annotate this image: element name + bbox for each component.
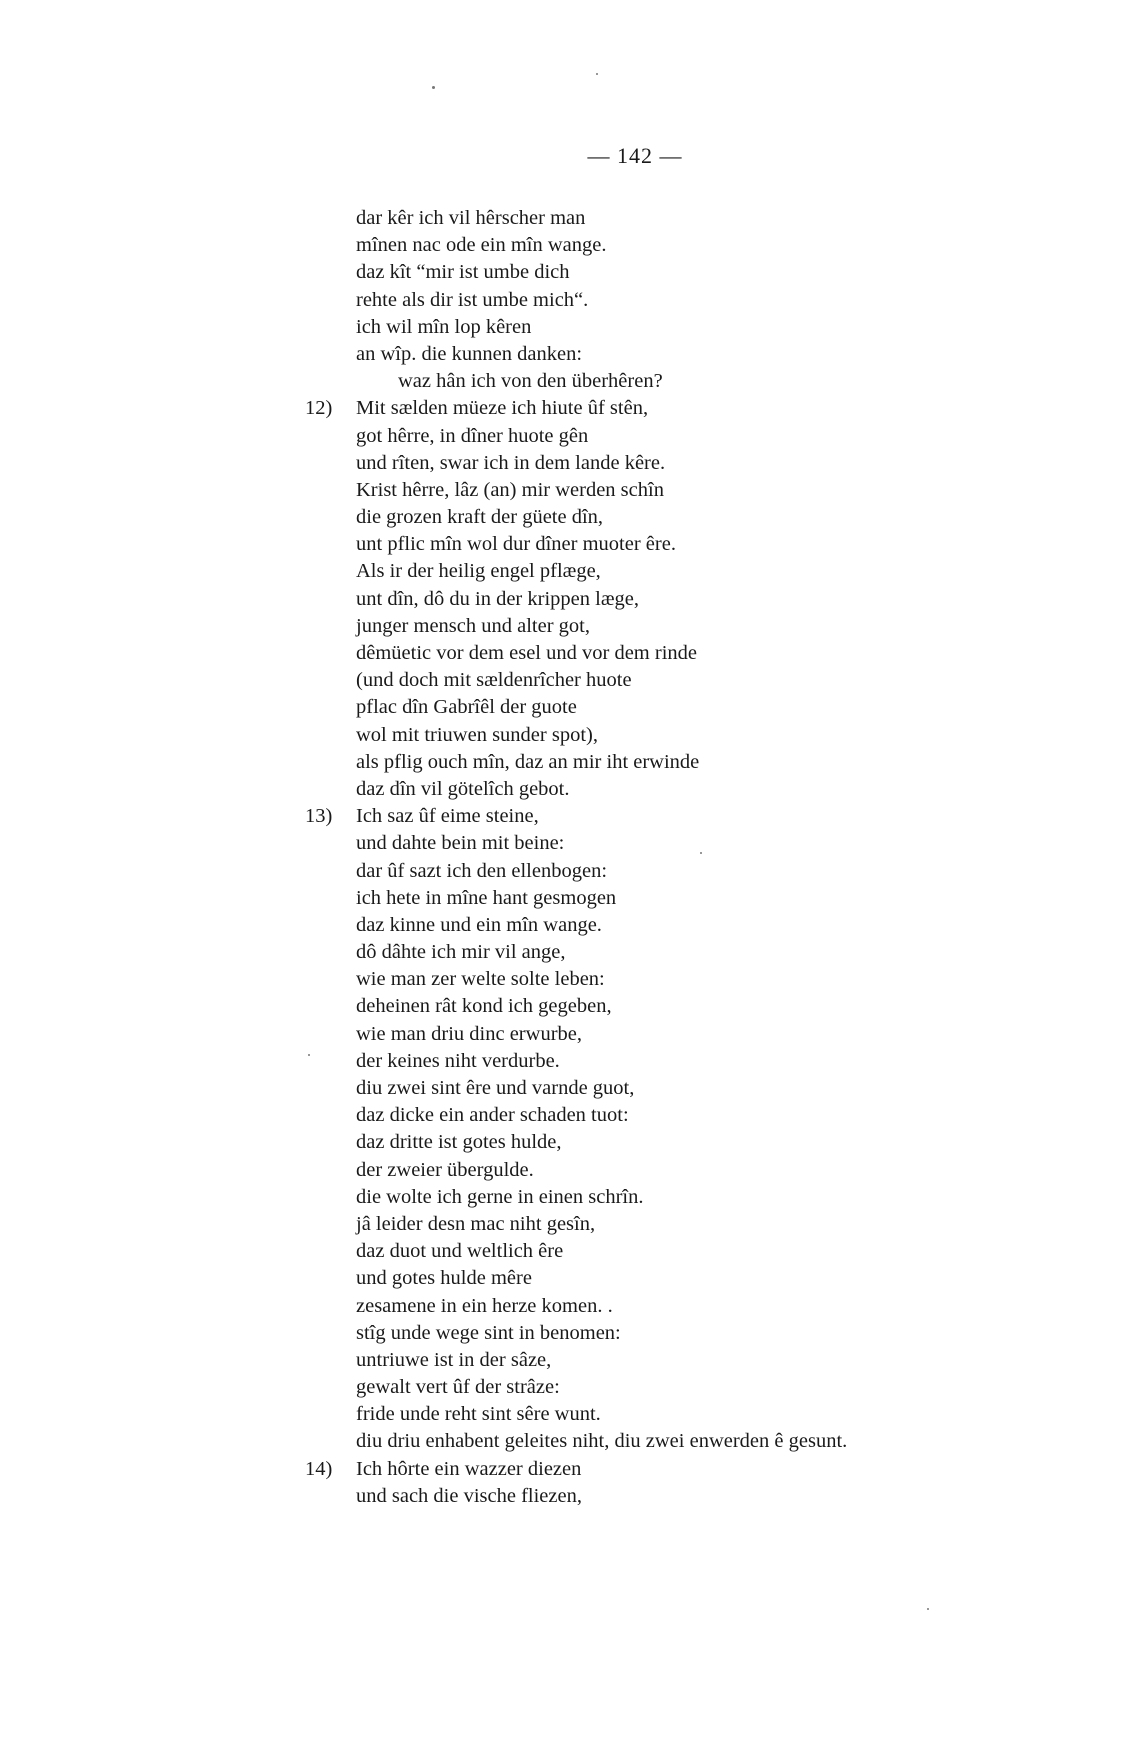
poem-line <box>0 205 1140 232</box>
poem-line <box>0 912 1140 939</box>
line-text: rehte als dir ist umbe mich“. <box>356 288 589 311</box>
line-text: waz hân ich von den überhêren? <box>398 370 663 393</box>
line-text: daz kinne und ein mîn wange. <box>356 913 602 936</box>
poem-line <box>0 1320 1140 1347</box>
line-text: unt pflic mîn wol dur dîner muoter êre. <box>356 533 676 556</box>
poem-line <box>0 722 1140 749</box>
line-text: dêmüetic vor dem esel und vor dem rinde <box>356 642 697 664</box>
line-text: deheinen rât kond ich gegeben, <box>356 995 612 1018</box>
poem-line <box>0 749 1140 776</box>
line-text: junger mensch und alter got, <box>356 614 590 637</box>
line-text: jâ leider desn mac niht gesîn, <box>356 1212 596 1235</box>
line-text: und dahte bein mit beine: <box>356 832 565 855</box>
poem-line <box>0 966 1140 993</box>
line-text: der zweier übergulde. <box>356 1158 534 1181</box>
poem-line <box>0 858 1140 885</box>
line-text: fride unde reht sint sêre wunt. <box>356 1403 601 1426</box>
line-text: unt dîn, dô du in der krippen læge, <box>356 587 639 610</box>
poem-line <box>0 477 1140 504</box>
line-text: ich hete in mîne hant gesmogen <box>356 886 617 909</box>
poem-line <box>0 1293 1140 1320</box>
line-text: wol mit triuwen sunder spot), <box>356 723 598 746</box>
scan-speck <box>308 1054 310 1056</box>
poem-line <box>0 395 1140 422</box>
line-text: und rîten, swar ich in dem lande kêre. <box>356 451 666 474</box>
poem-line <box>0 1401 1140 1428</box>
line-text: dô dâhte ich mir vil ange, <box>356 941 566 964</box>
poem-line <box>0 1075 1140 1102</box>
stanza-number: 14) <box>305 1457 333 1480</box>
line-text: dar kêr ich vil hêrscher man <box>356 207 586 229</box>
poem-line <box>0 341 1140 368</box>
poem-line <box>0 939 1140 966</box>
line-text: dar ûf sazt ich den ellenbogen: <box>356 859 608 882</box>
poem-text-block <box>0 205 1140 1510</box>
poem-line <box>0 558 1140 585</box>
line-text: die wolte ich gerne in einen schrîn. <box>356 1185 644 1208</box>
poem-line <box>0 830 1140 857</box>
poem-line <box>0 885 1140 912</box>
poem-line <box>0 368 1140 395</box>
poem-line <box>0 1347 1140 1374</box>
line-text: Als ir der heilig engel pflæge, <box>356 560 601 583</box>
line-text: und gotes hulde mêre <box>356 1267 532 1290</box>
line-text: als pflig ouch mîn, daz an mir iht erwinde <box>356 750 700 773</box>
line-text: mînen nac ode ein mîn wange. <box>356 234 607 257</box>
poem-line <box>0 1456 1140 1483</box>
page-number: — 142 — <box>587 143 683 168</box>
line-text: wie man driu dinc erwurbe, <box>356 1022 582 1045</box>
line-text: stîg unde wege sint in benomen: <box>356 1321 621 1344</box>
poem-line <box>0 1184 1140 1211</box>
poem-line <box>0 803 1140 830</box>
line-text: got hêrre, in dîner huote gên <box>356 424 589 447</box>
poem-line <box>0 504 1140 531</box>
poem-line <box>0 993 1140 1020</box>
line-text: Ich hôrte ein wazzer diezen <box>356 1457 582 1480</box>
stanza-number: 13) <box>305 805 333 828</box>
poem-line <box>0 640 1140 667</box>
scan-speck <box>432 86 435 89</box>
line-text: zesamene in ein herze komen. . <box>356 1294 613 1317</box>
poem-line <box>0 314 1140 341</box>
poem-line <box>0 423 1140 450</box>
poem-line <box>0 259 1140 286</box>
poem-line <box>0 1374 1140 1401</box>
line-text: daz duot und weltlich êre <box>356 1240 564 1263</box>
poem-line <box>0 613 1140 640</box>
line-text: untriuwe ist in der sâze, <box>356 1348 552 1371</box>
line-text: pflac dîn Gabrîêl der guote <box>356 696 577 719</box>
poem-line <box>0 1048 1140 1075</box>
stanza-number: 12) <box>305 397 333 420</box>
poem-line <box>0 1211 1140 1238</box>
poem-line <box>0 667 1140 694</box>
poem-line <box>0 1238 1140 1265</box>
line-text: ich wil mîn lop kêren <box>356 315 532 338</box>
line-text: der keines niht verdurbe. <box>356 1049 560 1072</box>
poem-line <box>0 287 1140 314</box>
scan-speck <box>700 852 702 854</box>
poem-line <box>0 694 1140 721</box>
poem-line <box>0 232 1140 259</box>
poem-line <box>0 1129 1140 1156</box>
scan-speck <box>596 73 598 75</box>
poem-line <box>0 586 1140 613</box>
poem-line <box>0 1483 1140 1510</box>
poem-line <box>0 531 1140 558</box>
poem-line <box>0 450 1140 477</box>
line-text: Krist hêrre, lâz (an) mir werden schîn <box>356 478 664 501</box>
line-text: die grozen kraft der güete dîn, <box>356 506 604 529</box>
line-text: Mit sælden müeze ich hiute ûf stên, <box>356 397 649 420</box>
line-text: daz dîn vil götelîch gebot. <box>356 777 570 800</box>
poem-line <box>0 1102 1140 1129</box>
poem-line <box>0 1265 1140 1292</box>
line-text: gewalt vert ûf der strâze: <box>356 1376 560 1399</box>
line-text: Ich saz ûf eime steine, <box>356 805 539 828</box>
scan-speck <box>927 1608 929 1610</box>
line-text: daz dicke ein ander schaden tuot: <box>356 1104 629 1127</box>
line-text: diu driu enhabent geleites niht, diu zwei enwerden ê gesunt. <box>356 1430 848 1453</box>
poem-line <box>0 1157 1140 1184</box>
line-text: (und doch mit sældenrîcher huote <box>356 669 632 692</box>
poem-line <box>0 1428 1140 1455</box>
line-text: wie man zer welte solte leben: <box>356 968 605 991</box>
poem-line <box>0 1021 1140 1048</box>
line-text: an wîp. die kunnen danken: <box>356 342 583 365</box>
poem-line <box>0 776 1140 803</box>
line-text: und sach die vische fliezen, <box>356 1484 582 1507</box>
line-text: daz kît “mir ist umbe dich <box>356 261 570 284</box>
line-text: daz dritte ist gotes hulde, <box>356 1131 562 1154</box>
line-text: diu zwei sint êre und varnde guot, <box>356 1077 635 1099</box>
